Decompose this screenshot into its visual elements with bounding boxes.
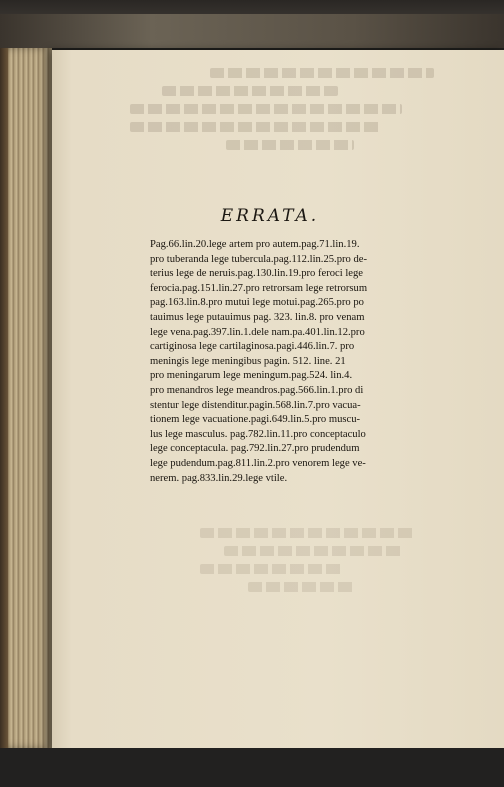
errata-line: nerem. pag.833.lin.29.lege vtile. xyxy=(150,472,288,484)
errata-line: stentur lege distenditur.pagin.568.lin.7.pro vacua- xyxy=(150,399,361,411)
errata-line: pro tuberanda lege tubercula.pag.112.lin.25.pro de- xyxy=(150,253,367,265)
errata-body xyxy=(150,238,460,486)
bleed-through-text-lower xyxy=(200,520,440,630)
book-cover-edge xyxy=(0,48,8,748)
errata-line: lege pudendum.pag.811.lin.2.pro venorem lege ve- xyxy=(150,457,366,469)
errata-line: Pag.66.lin.20.lege artem pro autem.pag.71.lin.19. xyxy=(150,239,360,250)
errata-line: cartiginosa lege cartilaginosa.pagi.446.lin.7. pro xyxy=(150,341,355,353)
errata-line: lege conceptacula. pag.792.lin.27.pro prudendum xyxy=(150,443,360,455)
errata-line: meningis lege meningibus pagin. 512. line. 21 xyxy=(150,355,346,367)
errata-line: lus lege masculus. pag.782.lin.11.pro conceptaculo xyxy=(150,428,366,440)
errata-line: ferocia.pag.151.lin.27.pro retrorsam lege retrorsum xyxy=(150,282,368,294)
errata-heading: ERRATA. xyxy=(220,206,320,226)
text-block-top xyxy=(0,14,504,48)
errata-line: terius lege de neruis.pag.130.lin.19.pro feroci lege xyxy=(150,268,363,280)
errata-line: pro meningarum lege meningum.pag.524. lin.4. xyxy=(150,370,353,382)
scan-bottom-background xyxy=(0,748,504,787)
errata-line: pag.163.lin.8.pro mutui lege motui.pag.265.pro po xyxy=(150,297,364,309)
errata-line: tauimus lege putauimus pag. 323. lin.8. pro venam xyxy=(150,311,365,323)
errata-line: pro menandros lege meandros.pag.566.lin.1.pro di xyxy=(150,384,364,396)
errata-line: lege vena.pag.397.lin.1.dele nam.pa.401.lin.12.pro xyxy=(150,326,365,338)
bleed-through-text xyxy=(130,60,450,210)
errata-line: tionem lege vacuatione.pagi.649.lin.5.pro muscu- xyxy=(150,414,361,426)
